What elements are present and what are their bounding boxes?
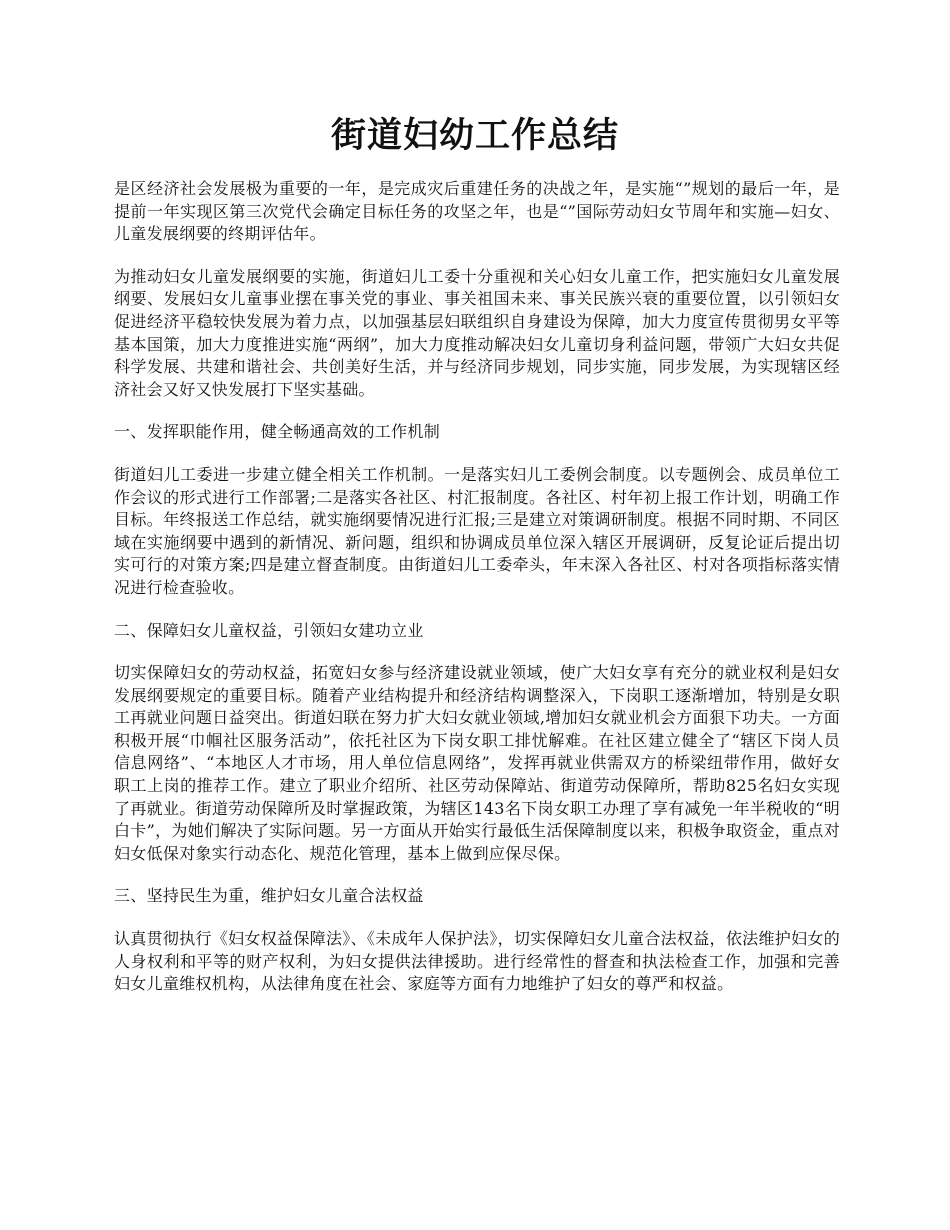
section-1-paragraph: 街道妇儿工委进一步建立健全相关工作机制。一是落实妇儿工委例会制度。以专题例会、成员单位工作会议的形式进行工作部署;二是落实各社区、村汇报制度。各社区、村年初上报工作计划，明确工作目标。年终报送工作总结，就实施纲要情况进行汇报;三是建立对策调研制度。根据不同时期、不同区域在实施纲要中遇到的新情况、新问题，组织和协调成员单位深入辖区开展调研，反复论证后提出切实可行的对策方案;四是建立督查制度。由街道妇儿工委牵头，年末深入各社区、村对各项指标落实情况进行检查验收。 — [114, 464, 840, 597]
intro-paragraph: 是区经济社会发展极为重要的一年，是完成灾后重建任务的决战之年，是实施“”规划的最后一年，是提前一年实现区第三次党代会确定目标任务的攻坚之年，也是“”国际劳动妇女节周年和实施—妇女、儿童发展纲要的终期评估年。 — [114, 179, 840, 244]
section-heading-3: 三、坚持民生为重，维护妇女儿童合法权益 — [114, 886, 424, 906]
section-heading-2: 二、保障妇女儿童权益，引领妇女建功立业 — [114, 620, 424, 640]
document-body — [114, 178, 840, 1016]
document-title: 街道妇幼工作总结 — [330, 115, 619, 156]
overview-paragraph: 为推动妇女儿童发展纲要的实施，街道妇儿工委十分重视和关心妇女儿童工作，把实施妇女儿童发展纲要、发展妇女儿童事业摆在事关党的事业、事关祖国未来、事关民族兴衰的重要位置，以引领妇女促进经济平稳较快发展为着力点，以加强基层妇联组织自身建设为保障，加大力度宣传贯彻男女平等基本国策，加大力度推进实施“两纲”，加大力度推动解决妇女儿童切身利益问题，带领广大妇女共促科学发展、共建和谐社会、共创美好生活，并与经济同步规划，同步实施，同步发展，为实现辖区经济社会又好又快发展打下坚实基础。 — [114, 266, 840, 399]
section-3-paragraph: 认真贯彻执行《妇女权益保障法》、《未成年人保护法》，切实保障妇女儿童合法权益，依法维护妇女的人身权利和平等的财产权利，为妇女提供法律援助。进行经常性的督查和执法检查工作，加强和完善妇女儿童维权机构，从法律角度在社会、家庭等方面有力地维护了妇女的尊严和权益。 — [114, 929, 840, 994]
section-heading-1: 一、发挥职能作用，健全畅通高效的工作机制 — [114, 422, 441, 442]
section-2-paragraph: 切实保障妇女的劳动权益，拓宽妇女参与经济建设就业领域，使广大妇女享有充分的就业权利是妇女发展纲要规定的重要目标。随着产业结构提升和经济结构调整深入，下岗职工逐渐增加，特别是女职工再就业问题日益突出。街道妇联在努力扩大妇女就业领域,增加妇女就业机会方面狠下功夫。一方面积极开展“巾帼社区服务活动”，依托社区为下岗女职工排忧解难。在社区建立健全了“辖区下岗人员信息网络”、“本地区人才市场，用人单位信息网络”，发挥再就业供需双方的桥梁纽带作用，做好女职工上岗的推荐工作。建立了职业介绍所、社区劳动保障站、街道劳动保障所，帮助825名妇女实现了再就业。街道劳动保障所及时掌握政策，为辖区143名下岗女职工办理了享有减免一年半税收的“明白卡”，为她们解决了实际问题。另一方面从开始实行最低生活保障制度以来，积极争取资金，重点对妇女低保对象实行动态化、规范化管理，基本上做到应保尽保。 — [114, 663, 840, 863]
